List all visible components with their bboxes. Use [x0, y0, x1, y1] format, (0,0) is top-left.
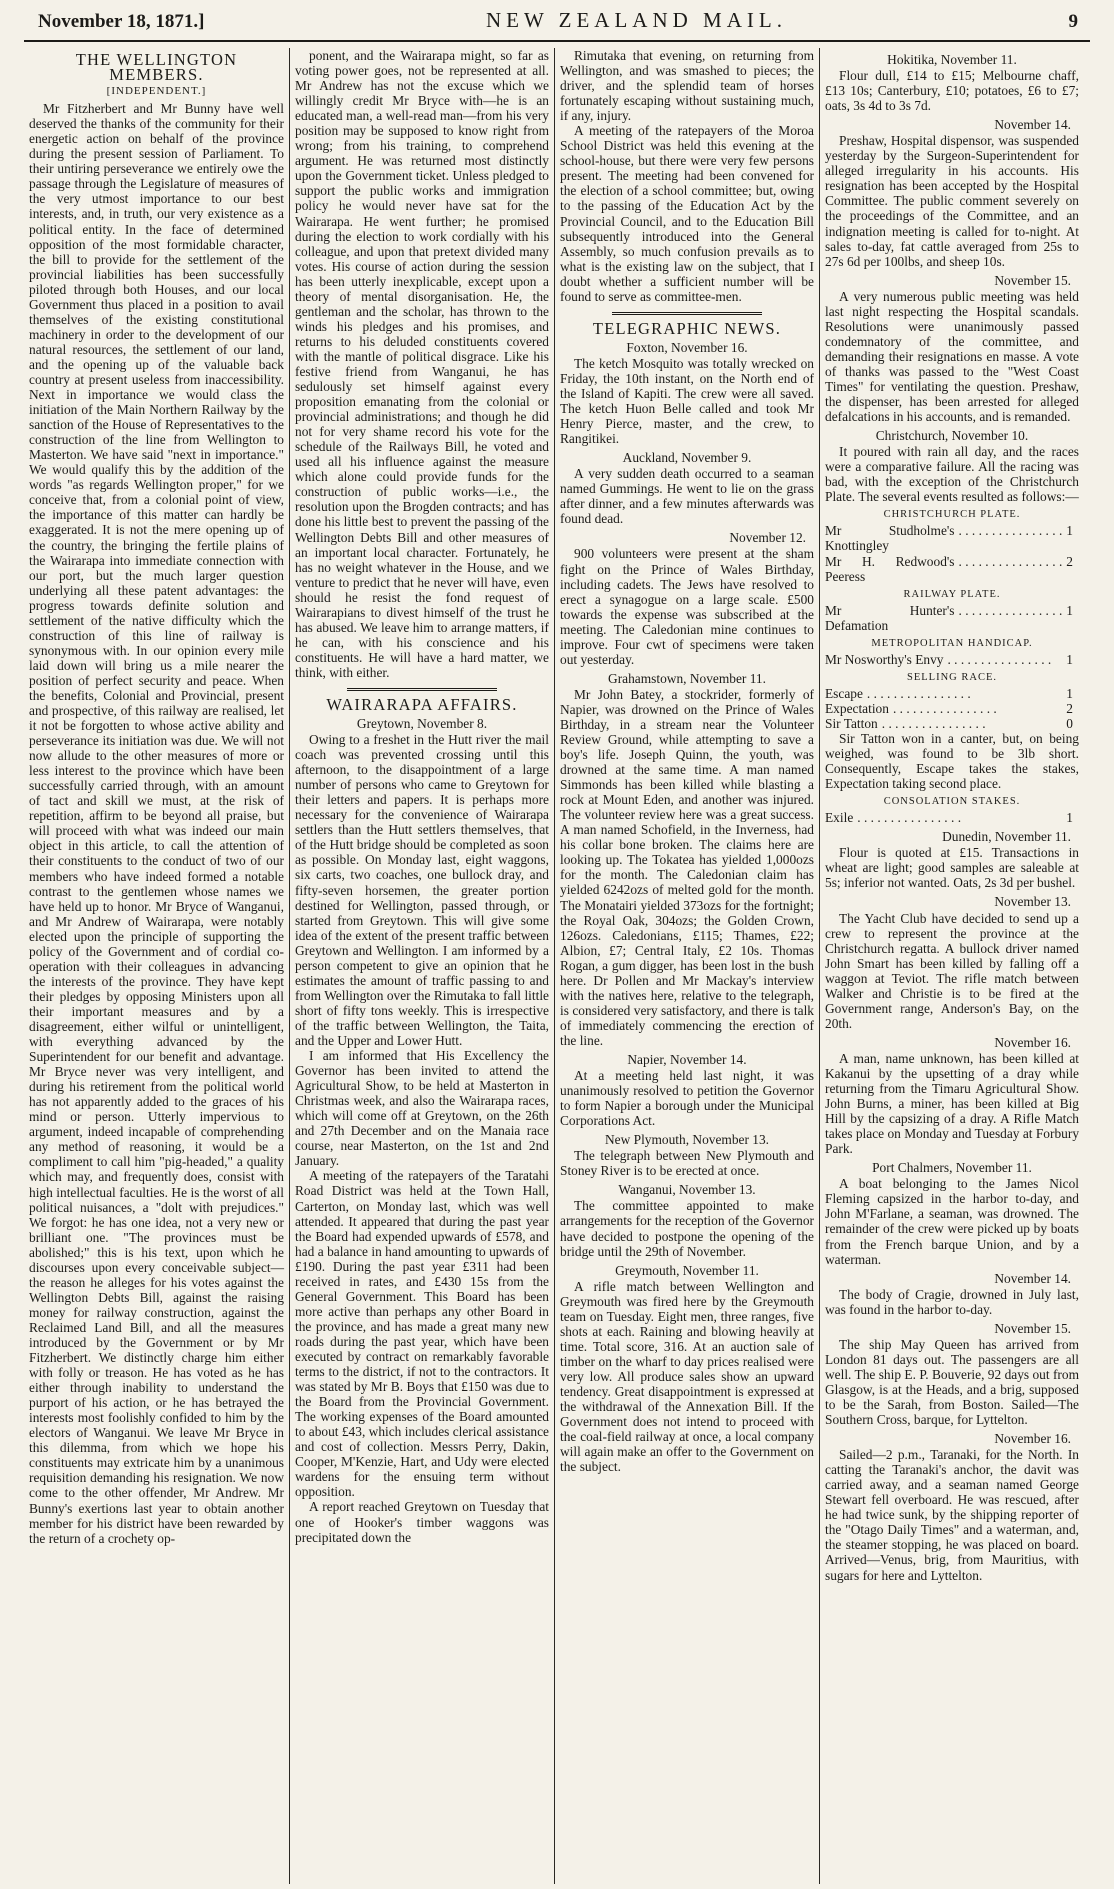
section-rule [347, 688, 497, 691]
race-entry [825, 652, 1079, 667]
article-paragraph: Mr Fitzherbert and Mr Bunny have well deserved the thanks of the community for their energetic action on behalf of the province during the present session of Parliament. To their untiring perseverance we entirely owe the passage through the Legislature of measures of the very utmost importance to our best interests, and, in truth, our very existence as a political entity. In the face of determined opposition of the most formidable character, the bill to provide for the settlement of the provincial liabilities has been successfully piloted through both Houses, and our local Government thus placed in a position to avail themselves of the existing constitutional machinery in order to the development of our natural resources, the settlement of our land, and the opening up of the valuable back country at present useless from inaccessibility. Next in importance we would class the initiation of the Main Northern Railway by the sanction of the House of Representatives to the construction of the line from Wellington to Masterton. We have said "next in importance." We would qualify this by the addition of the words "as regards Wellington proper," for we conceive that, from a colonial point of view, the importance of this matter can hardly be exaggerated. It is not the mere opening up of the country, the bringing the fertile plains of the Wairarapa into immediate connection with our port, but the much larger question underlying all these patent advantages: the progress towards definite solution and settlement of the native difficulty which the construction of this line of railway is synonymous with. In our opinion every mile laid down will bring us a mile nearer the position of perfect security and peace. When the benefits, Colonial and Provincial, present and prospective, of this railway are realised, let it not be forgotten to whose active ability and perseverance its initiation was due. We will not now allude to the other measures of more or less interest to the province which have been successfully carried through, with an amount of tact and skill we must, at the risk of repetition, affirm to be beyond all praise, but will proceed with what was indeed our main object in this article, to call the attention of their constituents to the conduct of two of our members who have indeed formed a notable contrast to the gentlemen whose names we have held up to honor. Mr Bryce of Wanganui, and Mr Andrew of Wairarapa, were notably elected upon the principle of supporting the policy of the Government and of cordial co-operation with their colleagues in advancing the interests of the province. They have kept their pledges by opposing Ministers upon all their important measures and by a disagreement, either wilful or unintelligent, with everything advanced by the Superintendent for our benefit and advantage. Mr Bryce never was very intelligent, and during his retirement from the political world has not apparently added to the graces of his mind or person. Utterly impervious to argument, indeed incapable of comprehending any method of reasoning, it would be a compliment to call him "pig-headed," a quality which may, and frequently does, consist with high intellectual faculties. He is the worst of all political nuisances, a "dolt with prejudices." We forgot: he has one idea, not a very new or brilliant one. "The provinces must be abolished;" this is his text, upon which he discourses upon every conceivable subject—the reason he alleges for his votes against the Wellington Debts Bill, against the raising money for railway construction, against the Reclaimed Land Bill, and all the measures introduced by the Government or by Mr Fitzherbert. We distinctly charge him either with folly or treason. He has voted as he has either through inability to understand the purport of his action, or he has betrayed the interests most foolishly confided to him by the electors of Wanganui. We leave Mr Bryce in this dilemma, from which we hope his constituents may extricate him by a unanimous requisition demanding his resignation. We now come to the other offender, Mr Andrew. Mr Bunny's exertions last year to obtain another member for his district have been rewarded by the return of a crochety op- [29, 101, 284, 1546]
issue-date: November 18, 1871.] [38, 11, 205, 32]
dateline: Port Chalmers, November 11. [872, 1160, 1032, 1176]
dateline: Wanganui, November 13. [618, 1182, 756, 1198]
article-heading-wairarapa-affairs: WAIRARAPA AFFAIRS. [326, 694, 518, 714]
columns [24, 48, 1090, 1884]
news-item: Preshaw, Hospital dispensor, was suspended yesterday by the Surgeon-Superintendent for alleged irregularity in his accounts. His resignation has been accepted by the Hospital Committee. The public comment severely on the proceedings of the Committee, and an indignation meeting is called for to-night. At sales to-day, fat cattle averaged from 25s to 27s 6d per 100lbs, and sheep 10s. [825, 133, 1079, 269]
dateline: Hokitika, November 11. [887, 52, 1017, 67]
horse-name: Mr Nosworthy's Envy [825, 651, 944, 667]
article-paragraph: ponent, and the Wairarapa might, so far as voting power goes, not be represented at all. Mr Andrew has not the excuse which we willingly credit Mr Bryce with—he is an educated man, a well-read man—from his very position may be supposed to know right from wrong; from his training, to comprehend argument. He was returned most distinctly upon the Government ticket. Unless pledged to support the public works and immigration policy he would never have sat for the Wairarapa. He went further; he promised during the election to work cordially with his colleague, and upon that pretext divided many votes. His course of action during the session has been utterly inexplicable, except upon a theory of mental disorganisation. He, the gentleman and the scholar, has thrown to the winds his pledges and his promises, and returns to his deluded constituents covered with the mantle of political disgrace. Like his festive friend from Wanganui, he has sedulously set himself against every proposition emanating from the colonial or provincial administrations; and though he did not for very shame record his vote for the schedule of the Railways Bill, he voted and used all his influence against the measure which alone could provide funds for the construction of public works—i.e., the resolution upon the Brogden contracts; and has done his little best to prevent the passing of the Wellington Debts Bill and other measures of an important local character. Fortunately, he has no weight whatever in the House, and we venture to predict that he never will have, even should he resist the fond request of Wairarapians to divest himself of the trust he has abused. We leave him to arrange matters, if he can, with his conscience and his constituents. He will have a hard matter, we think, with either. [295, 48, 549, 680]
race-note: Sir Tatton won in a canter, but, on being weighed, was found to be 3lb short. Consequently, Escape takes the stakes, Expectation taking second place. [825, 731, 1079, 792]
horse-name: Sir Tatton [825, 715, 878, 731]
leader-dots: . . . . . . . . . . . . . . . . [892, 700, 997, 716]
news-item: A rifle match between Wellington and Greymouth was fired here by the Greymouth team on Tuesday. Eight men, three ranges, five shots at each. Raining and blowing heavily at time. Total score, 316. At an auction sale of timber on the wharf to day prices realised were very low. All produce sales show an upward tendency. Great disappointment is expressed at the withdrawal of the Annexation Bill. If the Government does not intend to proceed with the coal-field railway at once, a local company will again make an offer to the Government on the subject. [560, 1278, 814, 1475]
news-item: The ship May Queen has arrived from London 81 days out. The passengers are all well. The ship E. P. Bouverie, 92 days out from Glasgow, is at the Heads, and a brig, supposed to be the Sarah, from Boston. Sailed—The Southern Cross, barque, for Lyttelton. [825, 1336, 1079, 1428]
race-entry [825, 603, 1079, 633]
news-item: Sailed—2 p.m., Taranaki, for the North. In catting the Taranaki's anchor, the davit was carried away, and a seaman named George Stewart fell overboard. He was rescued, after he had twice sunk, by the shipping reporter of the "Otago Daily Times" and a waterman, and, the steamer stopping, he was placed on board. Arrived—Venus, brig, from Mauritius, with sugars for here and Lyttelton. [825, 1447, 1079, 1583]
race-position: 1 [1066, 602, 1073, 618]
masthead [24, 8, 1090, 42]
news-item: The ketch Mosquito was totally wrecked on Friday, the 10th instant, on the North end of the Island of Kapiti. The crew were all saved. The ketch Huon Belle called and took Mr Henry Pierce, master, and the crew, to Rangitikei. [560, 355, 814, 447]
dateline: November 15. [994, 272, 1071, 288]
column-1 [24, 48, 289, 1884]
newspaper-title: NEW ZEALAND MAIL. [485, 8, 787, 32]
horse-name: Escape [825, 685, 863, 701]
dateline: Greytown, November 8. [356, 716, 488, 732]
race-position: 1 [1066, 685, 1073, 701]
race-position: 0 [1066, 715, 1073, 731]
race-position: 1 [1066, 810, 1073, 826]
article-heading-telegraphic-news: TELEGRAPHIC NEWS. [592, 318, 782, 338]
news-item: A very sudden death occurred to a seaman named Gummings. He went to lie on the grass after dinner, and a few minutes afterwards was found dead. [560, 466, 814, 527]
race-entry [825, 810, 1079, 825]
race-position: 2 [1066, 553, 1073, 569]
news-item: A man, name unknown, has been killed at Kakanui by the upsetting of a dray while returning from the Timaru Agricultural Show. John Burns, a miner, has been killed at Big Hill by the capsizing of a dray. A Rifle Match takes place on Monday and Tuesday at Forbury Park. [825, 1050, 1080, 1157]
race-position: 2 [1066, 700, 1073, 716]
dateline: Dunedin, November 11. [942, 829, 1071, 845]
news-item: At a meeting held last night, it was unanimously resolved to petition the Governor to form Napier a borough under the Municipal Corporations Act. [560, 1068, 814, 1129]
dateline: Auckland, November 9. [622, 450, 752, 466]
race-entry [825, 701, 1079, 716]
news-item: Flour dull, £14 to £15; Melbourne chaff, £13 10s; Canterbury, £10; potatoes, £6 to £7; oats, 3s 4d to 3s 7d. [825, 68, 1079, 114]
horse-name: Exile [825, 810, 854, 826]
article-paragraph: A meeting of the ratepayers of the Taratahi Road District was held at the Town Hall, Carterton, on Monday last, which was well attended. It appeared that during the past year the Board had expended upwards of £578, and had a balance in hand amounting to upwards of £190. During the past year £311 had been received in rates, and £430 15s from the General Government. This Board has been more active than perhaps any other Board in the province, and has made a great many new roads during the past year, which have been executed by contract on remarkably favorable terms to the district, if not to the contractors. It was stated by Mr B. Boys that £150 was due to the Board from the Provincial Government. The working expenses of the Board amounted to about £43, which includes clerical assistance and cost of collection. Messrs Perry, Dakin, Cooper, M'Kenzie, Hart, and Udy were elected wardens for the ensuing term without opposition. [295, 1168, 549, 1500]
race-entry [825, 523, 1079, 553]
race-name: CHRISTCHURCH PLATE. [883, 509, 1021, 521]
article-paragraph: Rimutaka that evening, on returning from Wellington, and was smashed to pieces; the driver, and the splendid team of horses fortunately escaping without sustaining much, if any, injury. [560, 48, 814, 124]
race-entry [825, 716, 1079, 731]
dateline: November 14. [994, 117, 1071, 133]
news-item: Flour is quoted at £15. Transactions in wheat are light; good samples are saleable at 5s; inferior not wanted. Oats, 2s 3d per bushel. [825, 845, 1079, 891]
race-entry [825, 554, 1079, 584]
race-position: 1 [1066, 523, 1073, 539]
dateline: New Plymouth, November 13. [604, 1132, 769, 1148]
news-item: The Yacht Club have decided to send up a crew to represent the province at the Christchurch regatta. A bullock driver named John Smart has been killed by falling off a waggon at Teviot. The rifle match between Walker and Christie is to be fired at the Government range, Anderson's Bay, on the 20th. [825, 910, 1079, 1031]
leader-dots: . . . . . . . . . . . . . . . . [958, 523, 1063, 539]
race-name: CONSOLATION STAKES. [883, 796, 1021, 808]
dateline: Foxton, November 16. [626, 339, 748, 355]
news-item: A very numerous public meeting was held last night respecting the Hospital scandals. Resolutions were unanimously passed condemnatory of the committee, and demanding their resignations en masse. A vote of thanks was passed to the "West Coast Times" for ventilating the question. Preshaw, the dispenser, has been arrested for alleged defalcations in his accounts, and is remanded. [825, 288, 1079, 425]
race-name: SELLING RACE. [907, 671, 997, 683]
article-source: [INDEPENDENT.] [106, 85, 207, 98]
article-paragraph: Owing to a freshet in the Hutt river the mail coach was prevented crossing until this afternoon, to the disappointment of a large number of persons who came to Greytown for their letters and papers. It is perhaps more necessary for the convenience of Wairarapa settlers than the Hutt settlers themselves, that of the Hutt bridge should be completed as soon as possible. On Monday last, eight waggons, six carts, two coaches, one bullock dray, and fifty-seven horsemen, the greater portion destined for Wellington, passed through, or started from Greytown. This will give some idea of the extent of the present traffic between Greytown and Wellington. I am informed by a person competent to give an opinion that he estimates the amount of traffic passing to and from Wellington over the Rimutaka to fall little short of fifty tons weekly. This is irrespective of the traffic between Wellington, the Taita, and the Upper and Lower Hutt. [295, 732, 549, 1048]
column-3 [554, 48, 819, 1884]
leader-dots: . . . . . . . . . . . . . . . . [947, 651, 1052, 667]
news-item: The body of Cragie, drowned in July last, was found in the harbor to-day. [825, 1286, 1079, 1317]
race-entry [825, 686, 1079, 701]
leader-dots: . . . . . . . . . . . . . . . . [866, 685, 971, 701]
dateline: November 15. [994, 1320, 1071, 1336]
leader-dots: . . . . . . . . . . . . . . . . [881, 715, 986, 731]
article-paragraph: I am informed that His Excellency the Governor has been invited to attend the Agricultural Show, to be held at Masterton in Christmas week, and also the Wairarapa races, which will come off at Greytown, on the 26th and 27th December and on the Manaia race course, near Masterton, on the 1st and 2nd January. [295, 1048, 549, 1169]
race-name: METROPOLITAN HANDICAP. [871, 637, 1033, 649]
leader-dots: . . . . . . . . . . . . . . . . [958, 602, 1063, 618]
dateline: November 14. [994, 1270, 1071, 1286]
dateline: Grahamstown, November 11. [608, 670, 766, 686]
news-item: The telegraph between New Plymouth and Stoney River is to be erected at once. [560, 1148, 814, 1179]
column-2 [289, 48, 554, 1884]
dateline: November 13. [994, 894, 1071, 910]
section-rule [612, 312, 762, 315]
horse-name: Mr H. Redwood's Peeress [825, 553, 955, 584]
dateline: Christchurch, November 10. [875, 428, 1029, 444]
leader-dots: . . . . . . . . . . . . . . . . [958, 553, 1063, 569]
horse-name: Expectation [825, 700, 889, 716]
news-item: 900 volunteers were present at the sham fight on the Prince of Wales Birthday, including cadets. The Jews have resolved to erect a synagogue on a large scale. £500 towards the expense was subscribed at the meeting. The Caledonian mine continues to improve. Four cwt of specimens were taken out yesterday. [560, 546, 814, 667]
leader-dots: . . . . . . . . . . . . . . . . [857, 810, 962, 826]
dateline: November 12. [729, 530, 806, 546]
news-item: Mr John Batey, a stockrider, formerly of Napier, was drowned on the Prince of Wales Birthday, in a stream near the Volunteer Review Ground, while attempting to save a boy's life. Joseph Quinn, the youth, was drowned at the same time. A man named Simmonds has been killed while blasting a rock at Mount Eden, and another was injured. The volunteer review here was a great success. A man named Schofield, in the Inverness, had his collar bone broken. The claims here are looking up. The Tokatea has yielded 1,000ozs for the month. The Caledonian claim has yielded 6242ozs of melted gold for the month. The Monatairi yielded 373ozs for the fortnight; the Royal Oak, 304ozs; the Golden Crown, 126ozs. Caledonians, £115; Thames, £22; Albion, £7; Central Italy, £2 10s. Thomas Rogan, a gum digger, has been lost in the bush here. Dr Pollen and Mr Mackay's interview with the natives here, relative to the telegraph, is considered very satisfactory, and there is talk of immediately commencing the erection of the line. [560, 686, 814, 1048]
race-name: RAILWAY PLATE. [903, 588, 1001, 600]
dateline: November 16. [994, 1431, 1071, 1447]
page-number: 9 [1068, 11, 1078, 32]
column-4 [819, 48, 1084, 1884]
news-item: A boat belonging to the James Nicol Fleming capsized in the harbor to-day, and John M'Farlane, a seaman, was drowned. The remainder of the crew were picked up by boats from the French barque Union, and by a waterman. [825, 1176, 1079, 1267]
news-item: The committee appointed to make arrangements for the reception of the Governor have decided to postpone the opening of the bridge until the 29th of November. [560, 1198, 814, 1259]
dateline: Napier, November 14. [627, 1052, 747, 1067]
article-heading-wellington-members: THE WELLINGTON MEMBERS. [75, 50, 238, 85]
article-paragraph: A meeting of the ratepayers of the Moroa School District was held this evening at the school-house, but there were very few persons present. The meeting had been convened for the election of a school committee; but, owing to the passing of the Education Act by the Provincial Council, and to the Education Bill subsequently introduced into the General Assembly, so much confusion prevails as to what is the existing law on the subject, that I doubt whether a sufficient number will be found to serve as committee-men. [560, 123, 814, 304]
horse-name: Mr Studholme's Knottingley [825, 523, 955, 554]
article-paragraph: A report reached Greytown on Tuesday that one of Hooker's timber waggons was precipitated down the [295, 1499, 549, 1545]
dateline: Greymouth, November 11. [615, 1262, 759, 1278]
news-item: It poured with rain all day, and the races were a comparative failure. All the racing was bad, with the exception of the Christchurch Plate. The several events resulted as follows:— [825, 444, 1079, 505]
horse-name: Mr Hunter's Defamation [825, 602, 955, 633]
race-position: 1 [1066, 651, 1073, 667]
dateline: November 16. [994, 1034, 1071, 1050]
